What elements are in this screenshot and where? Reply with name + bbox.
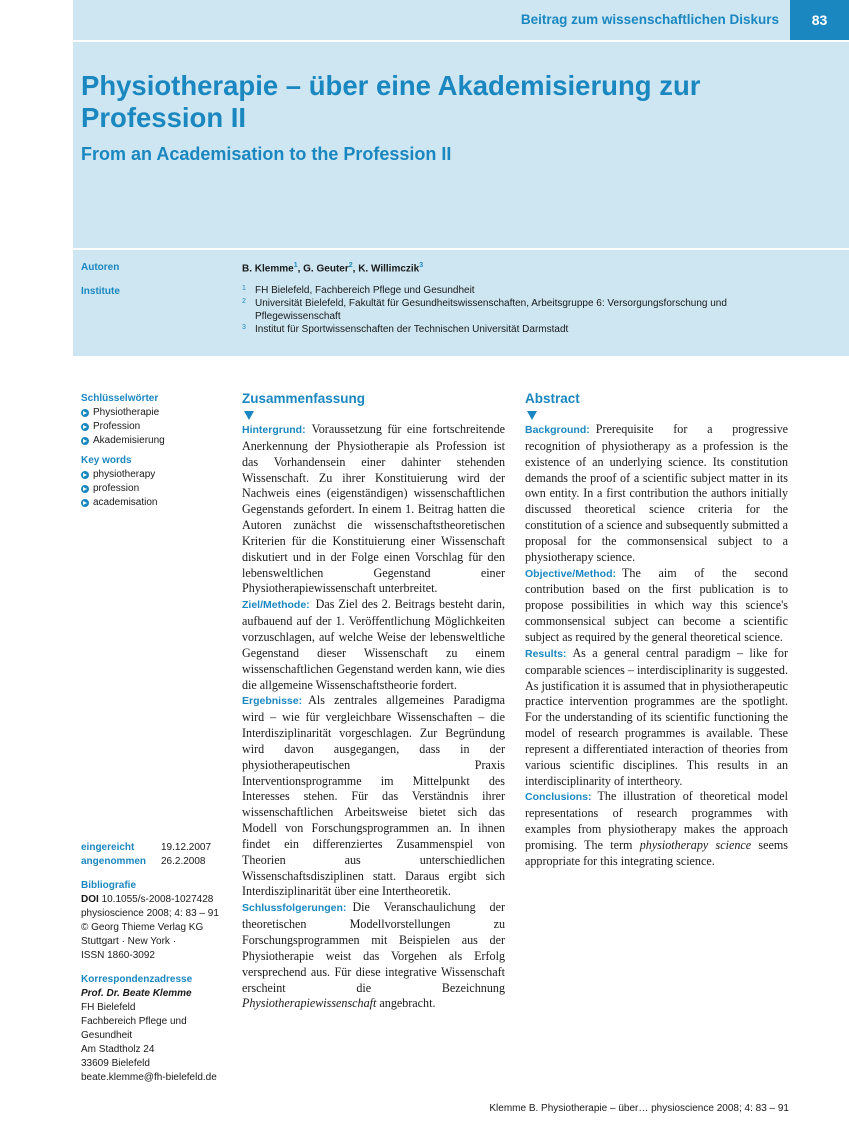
section-label: Schlussfolgerungen: [242,902,347,915]
author-name: K. Willimczik [358,263,420,275]
keyword-item [81,496,231,510]
abstract-de-aim [242,597,505,693]
section-label: Ergebnisse: [242,695,303,708]
institute-number: 1 [242,285,246,292]
institute-number: 2 [242,298,246,305]
author-name: G. Geuter [303,263,349,275]
article-subtitle-en: From an Academisation to the Profession II [81,144,452,164]
keyword-text: Profession [93,421,141,432]
abstract-de-conclusions [242,900,505,1012]
section-text: The aim of the second contribution based on the first publication is to propose possibilities in which way this science's commonsensical subject can become a scientific subject as required by the general theoretical science. [525,565,788,644]
correspondence-email[interactable]: beate.klemme@fh-bielefeld.de [81,1072,217,1083]
abstract-de-column [242,390,505,1012]
submitted-row [81,841,231,855]
keyword-item [81,482,231,496]
author-affiliation: 3 [419,262,424,269]
header-bar [73,0,849,42]
journal-reference: physioscience 2008; 4: 83 – 91 [81,908,219,919]
arrow-bullet-icon [81,499,89,507]
abstract-en-results [525,646,788,790]
keyword-item [81,406,231,420]
authors-list: B. Klemme$^1$, G. Geuter$^2$, K. Willimczik$^3$ [242,262,424,275]
keyword-text: academisation [93,497,158,508]
abstract-en-background [525,422,788,566]
keyword-text: profession [93,483,140,494]
institutes-list [242,284,802,336]
submitted-label: eingereicht [81,842,135,853]
abstract-de-background [242,422,505,597]
keywords-de-list [81,406,231,448]
institute-text: Universität Bielefeld, Fakultät für Gesundheitswissenschaften, Arbeitsgruppe 6: Versorgungsforschung und Pflegewissenschaft [255,298,727,322]
correspondence-block [81,973,241,1085]
keywords-de-heading: Schlüsselwörter [81,393,159,404]
section-italic-term: physiotherapy science [639,837,752,852]
abstract-en-heading: Abstract [525,391,580,406]
author-name: B. Klemme [242,263,294,275]
triangle-down-icon [244,411,254,420]
section-label: Conclusions: [525,791,592,804]
authors-block [73,250,849,356]
arrow-bullet-icon [81,485,89,493]
section-italic-term: Physiotherapiewissenschaft [242,996,377,1011]
correspondence-name: Prof. Dr. Beate Klemme [81,988,192,999]
copyright: © Georg Thieme Verlag KG [81,922,204,933]
arrow-bullet-icon [81,437,89,445]
doi-line [81,893,241,907]
institute-text: FH Bielefeld, Fachbereich Pflege und Gesundheit [255,285,475,296]
address-line: FH Bielefeld [81,1002,136,1013]
section-text: Als zentrales allgemeines Paradigma wird – wie für vergleichbare Wissenschaften – die Interdisziplinarität vorgeschlagen. Zur Begründung wird davon ausgegangen, dass in der physiotherapeutischen Praxis Interventionsprogramme im Mittelpunkt des Interesses stehen. Für das Verständnis ihrer wissenschaftlichen Arbeitsweise bietet sich das Modell von Forschungsprogrammen an. In ihnen findet ein differenziertes Zusammenspiel von Theorien aus unterschiedlichen Wissenschaftsdisziplinen statt. Daraus ergibt sich Interdisziplinarität über eine Intertheoretik. [242,693,505,899]
arrow-bullet-icon [81,423,89,431]
keyword-text: Physiotherapie [93,407,160,418]
abstract-de-heading: Zusammenfassung [242,391,366,406]
accepted-row [81,855,231,869]
section-label: Ziel/Methode: [242,599,310,612]
address-line: 33609 Bielefeld [81,1058,150,1069]
page-footer: Klemme B. Physiotherapie – über… physioscience 2008; 4: 83 – 91 [489,1103,789,1114]
article-title: Physiotherapie – über eine Akademisierung zur Profession II [81,70,701,133]
address-line: Gesundheit [81,1030,133,1041]
keywords-en-heading: Key words [81,455,132,466]
accepted-label: angenommen [81,856,147,867]
bibliography-block [81,879,241,963]
section-label: Results: [525,647,567,660]
keywords-sidebar [81,392,231,510]
section-text-tail: angebracht. [379,996,436,1011]
keywords-en-list [81,468,231,510]
keyword-text: Akademisierung [93,435,165,446]
publisher-city: Stuttgart · New York · [81,936,177,947]
doi-value[interactable]: 10.1055/s-2008-1027428 [101,894,214,905]
accepted-date: 26.2.2008 [161,856,206,867]
title-block [73,42,849,248]
section-label: Background: [525,424,590,436]
address-line: Am Stadtholz 24 [81,1044,155,1055]
institutes-label: Institute [81,286,120,297]
issn: ISSN 1860-3092 [81,950,155,961]
section-label: Beitrag zum wissenschaftlichen Diskurs [520,12,779,27]
institute-number: 3 [242,324,246,331]
author-affiliation: 2 [348,262,353,269]
submitted-date: 19.12.2007 [161,842,212,853]
section-label: Objective/Method: [525,567,617,580]
correspondence-heading: Korrespondenzadresse [81,974,193,985]
keyword-item [81,434,231,448]
section-text-tail: seems appropriate for this integrating science. [525,837,788,868]
section-text: Voraussetzung für eine fortschreitende Anerkennung der Physiotherapie als Profession ist das Vorhandensein einer dahinter stehenden Wissenschaft. Zu ihrer Konstituierung wird der Nachweis eines (eigenständigen) wissenschaftlichen Gegenstands gefordert. In einem 1. Beitrag hatten die Autoren zunächst die wissenschaftstheoretischen Kriterien für die Konstituierung einer Wissenschaft diskutiert und in der Folge einen Vorschlag für den lebensweltlichen Gegenstand einer Physiotherapiewissenschaft unterbreitet. [242,422,505,596]
page-number: 83 [790,0,849,40]
section-text: Die Veranschaulichung der theoretischen Modellvorstellungen zu Forschungsprogrammen mit Beispielen aus der Physiotherapie weist das Vorgehen als Erfolg versprechend aus. Für diese integrative Wissenschaft erscheint die Bezeichnung [242,900,505,995]
triangle-down-icon [527,411,537,420]
authors-label: Autoren [81,262,120,273]
abstract-en-objective [525,566,788,646]
keyword-text: physiotherapy [93,469,156,480]
author-affiliation: 1 [293,262,298,269]
institute-text: Institut für Sportwissenschaften der Technischen Universität Darmstadt [255,324,569,335]
section-text: Das Ziel des 2. Beitrags besteht darin, aufbauend auf der 1. Veröffentlichung Möglichkeiten vorzuschlagen, auf welche Weise der lebensweltliche Gegenstand dieser Wissenschaft zu einem wissenschaftlichen Gegenstand werden kann, wie dies die allgemeine Wissenschaftstheorie fordert. [242,597,505,692]
arrow-bullet-icon [81,409,89,417]
institute-item [242,297,802,323]
address-line: Fachbereich Pflege und [81,1016,187,1027]
section-text: The illustration of theoretical model representations of research programmes with examples from physiotherapy makes the approach promising. The term [525,789,788,852]
institute-item [242,323,802,336]
abstract-en-conclusions [525,789,788,869]
section-text: As a general central paradigm – like for comparable sciences – interdisciplinarity is suggested. As justification it is assumed that in physiotherapeutic practice intervention programmes are the spotlight. For the understanding of its scientific functioning the model of research programmes is available. These represent a differentiated interaction of theories from various scientific disciplines. This results in an interdisciplinarity of intertheory. [525,645,788,788]
institute-item [242,284,802,297]
abstract-de-results [242,693,505,900]
dates-block [81,841,231,869]
keyword-item [81,420,231,434]
keyword-item [81,468,231,482]
doi-label: DOI [81,894,99,905]
section-label: Hintergrund: [242,424,306,436]
abstract-en-column [525,390,788,870]
section-text: Prerequisite for a progressive recognition of physiotherapy as a profession is the existence of an underlying science. Its constitution demands the proof of a scientific subject matter in its own entity. In a first contribution the authors initially discussed theoretical science criteria for the constitution of a science and subsequently submitted a proposal for the commonsensical subject to a physiotherapy science. [525,422,788,564]
bibliography-heading: Bibliografie [81,880,137,891]
arrow-bullet-icon [81,471,89,479]
